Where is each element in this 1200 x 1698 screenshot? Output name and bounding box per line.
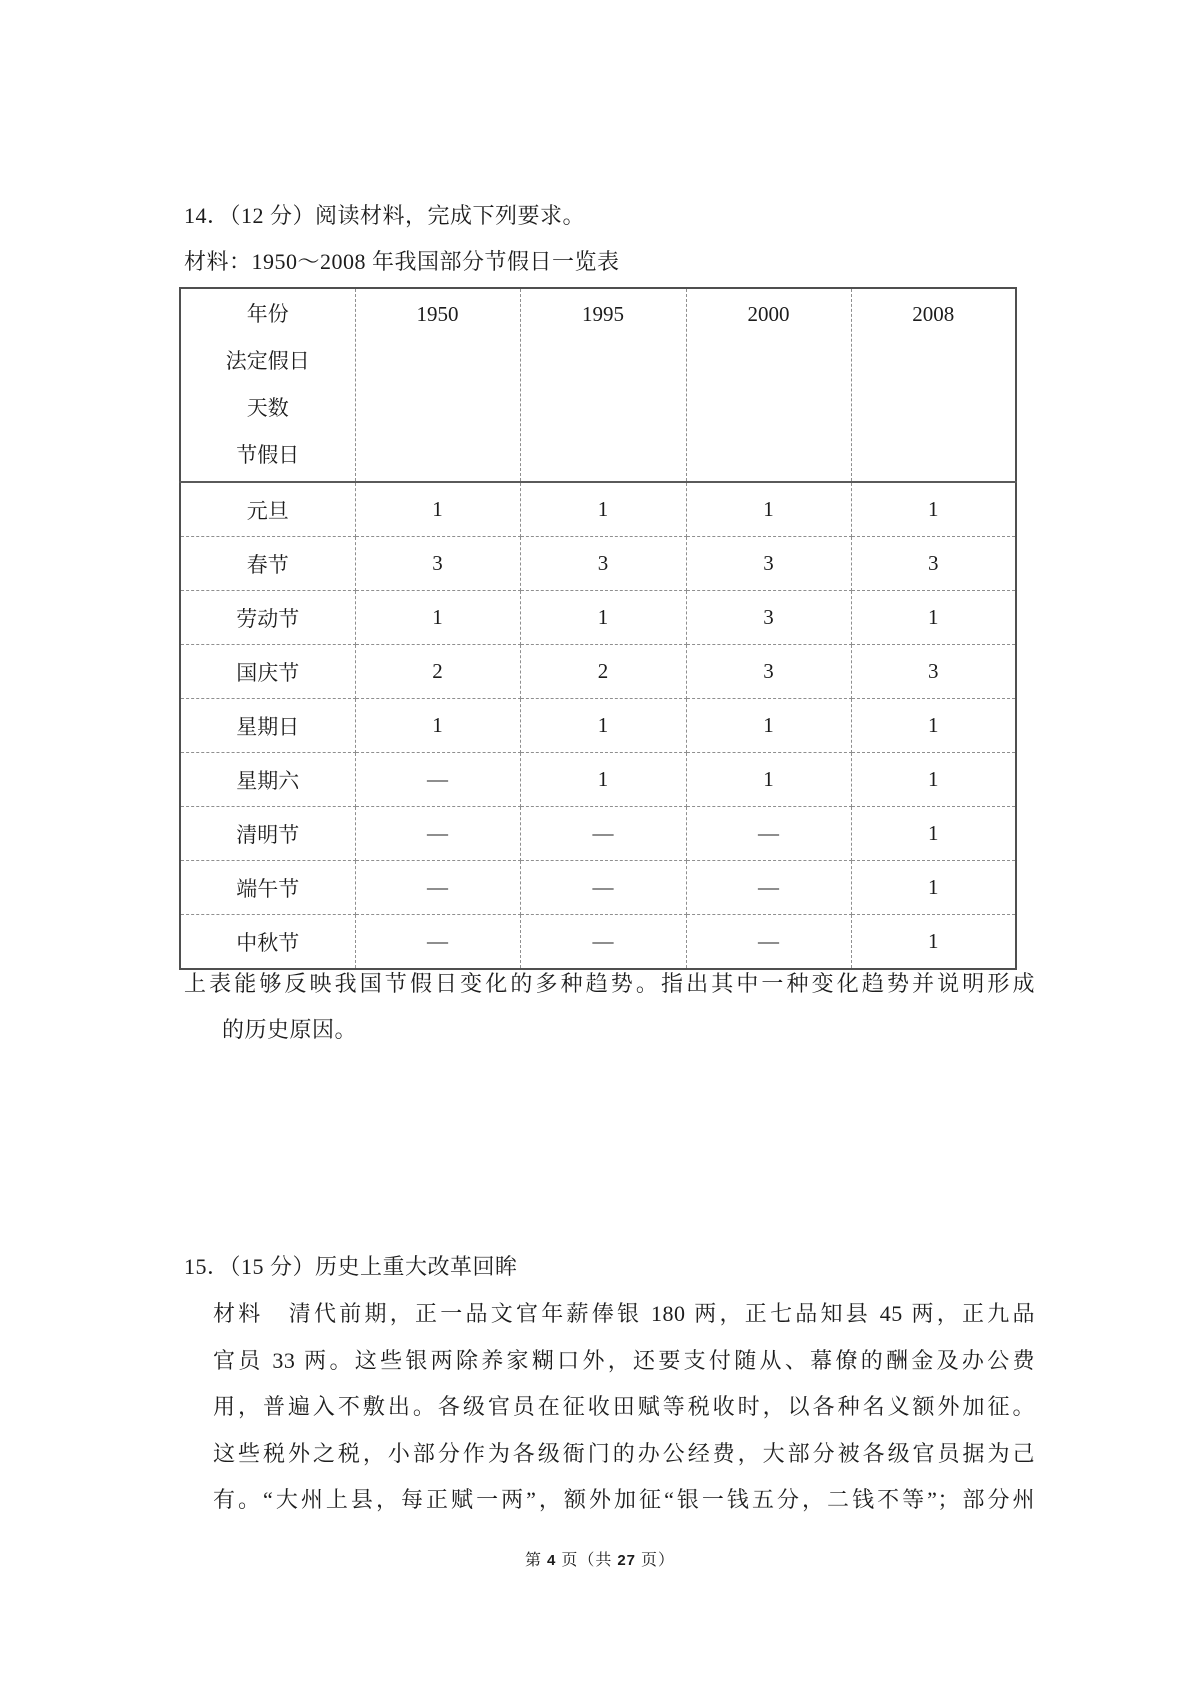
cell-value: —: [355, 915, 520, 970]
cell-value: 1: [355, 482, 520, 537]
corner-line-days: 天数: [246, 396, 289, 420]
footer-page-number: 4: [546, 1552, 557, 1569]
cell-value: 1: [851, 699, 1016, 753]
row-label: 中秋节: [180, 915, 355, 970]
row-label: 元旦: [180, 482, 355, 537]
table-row-national-day: [180, 645, 1016, 699]
table-row-new-year: [180, 482, 1016, 537]
cell-value: —: [520, 861, 686, 915]
cell-value: 3: [686, 645, 851, 699]
cell-value: 1: [355, 699, 520, 753]
question-14-heading: 14．（12 分）阅读材料，完成下列要求。: [184, 203, 586, 228]
cell-value: —: [686, 807, 851, 861]
row-label: 劳动节: [180, 591, 355, 645]
footer-total-pages: 27: [617, 1552, 637, 1569]
cell-value: 1: [851, 861, 1016, 915]
cell-value: 3: [520, 537, 686, 591]
cell-value: —: [686, 861, 851, 915]
row-label: 星期日: [180, 699, 355, 753]
table-row-dragon-boat: [180, 861, 1016, 915]
cell-value: 1: [851, 753, 1016, 807]
question-14-task-line1: 上表能够反映我国节假日变化的多种趋势。指出其中一种变化趋势并说明形成: [184, 971, 1035, 996]
row-label: 春节: [180, 537, 355, 591]
row-label: 星期六: [180, 753, 355, 807]
paragraph-line: 这些税外之税，小部分作为各级衙门的办公经费，大部分被各级官员据为己: [213, 1440, 1035, 1466]
year-header-2000: 2000: [686, 288, 851, 482]
table-row-qingming: [180, 807, 1016, 861]
cell-value: 1: [851, 591, 1016, 645]
cell-value: 3: [686, 537, 851, 591]
cell-value: 3: [851, 645, 1016, 699]
year-header-1950: 1950: [355, 288, 520, 482]
holiday-table-wrapper: [179, 287, 1017, 970]
year-header-2008: 2008: [851, 288, 1016, 482]
table-row-spring-festival: [180, 537, 1016, 591]
table-corner-cell: [180, 288, 355, 482]
question-15-heading: 15．（15 分）历史上重大改革回眸: [184, 1254, 518, 1279]
cell-value: 1: [686, 699, 851, 753]
table-row-sunday: [180, 699, 1016, 753]
paragraph-line: 官员 33 两。这些银两除养家糊口外，还要支付随从、幕僚的酬金及办公费: [213, 1347, 1035, 1373]
corner-line-legal-holiday: 法定假日: [225, 349, 310, 373]
cell-value: 1: [520, 753, 686, 807]
table-row-mid-autumn: [180, 915, 1016, 970]
row-label: 国庆节: [180, 645, 355, 699]
corner-line-festival: 节假日: [236, 443, 300, 467]
cell-value: —: [686, 915, 851, 970]
cell-value: 1: [851, 915, 1016, 970]
cell-value: 1: [520, 591, 686, 645]
question-14-material-caption: 材料：1950～2008 年我国部分节假日一览表: [184, 249, 620, 274]
paragraph-line: 有。“大州上县，每正赋一两”，额外加征“银一钱五分，二钱不等”；部分州: [213, 1487, 1035, 1512]
cell-value: 1: [520, 482, 686, 537]
cell-value: 1: [686, 753, 851, 807]
footer-text-suffix: 页）: [636, 1552, 676, 1569]
holiday-table: [179, 287, 1017, 970]
footer-text-middle: 页（共: [556, 1552, 618, 1569]
cell-value: 2: [355, 645, 520, 699]
cell-value: —: [520, 807, 686, 861]
question-14-task-line2: 的历史原因。: [222, 1017, 358, 1042]
cell-value: 2: [520, 645, 686, 699]
corner-line-years: 年份: [246, 302, 289, 326]
cell-value: 1: [355, 591, 520, 645]
year-header-1995: 1995: [520, 288, 686, 482]
cell-value: 3: [686, 591, 851, 645]
table-header-row: [180, 288, 1016, 482]
question-15-material-paragraph: [213, 1291, 1035, 1524]
cell-value: —: [355, 807, 520, 861]
row-label: 端午节: [180, 861, 355, 915]
table-row-saturday: [180, 753, 1016, 807]
cell-value: 1: [851, 482, 1016, 537]
cell-value: —: [355, 861, 520, 915]
footer-text-prefix: 第: [524, 1552, 547, 1569]
cell-value: 1: [686, 482, 851, 537]
table-row-labor-day: [180, 591, 1016, 645]
paragraph-line: 用，普遍入不敷出。各级官员在征收田赋等税收时，以各种名义额外加征。: [213, 1394, 1035, 1419]
cell-value: —: [355, 753, 520, 807]
row-label: 清明节: [180, 807, 355, 861]
cell-value: 1: [851, 807, 1016, 861]
paragraph-line: 材料 清代前期，正一品文官年薪俸银 180 两，正七品知县 45 两，正九品: [213, 1301, 1035, 1326]
cell-value: 3: [851, 537, 1016, 591]
cell-value: 3: [355, 537, 520, 591]
page-footer: [0, 1550, 1200, 1572]
cell-value: 1: [520, 699, 686, 753]
cell-value: —: [520, 915, 686, 970]
